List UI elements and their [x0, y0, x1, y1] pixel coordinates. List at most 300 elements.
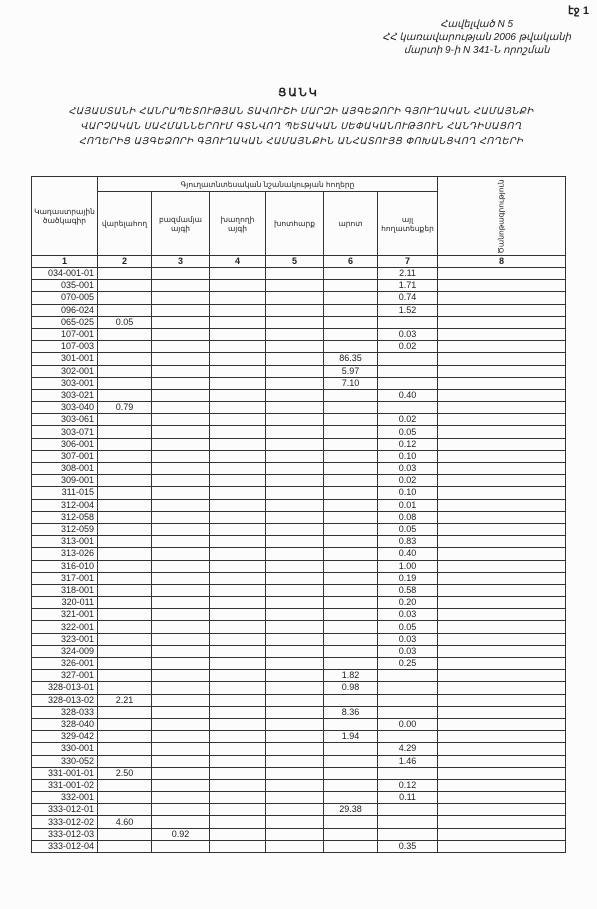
value-cell [438, 268, 566, 280]
header-pasture: արոտ [324, 192, 378, 256]
value-cell [438, 706, 566, 718]
value-cell [210, 658, 266, 670]
value-cell [210, 341, 266, 353]
value-cell [266, 511, 324, 523]
value-cell [324, 718, 378, 730]
value-cell [152, 694, 210, 706]
value-cell [152, 755, 210, 767]
cadastral-code-cell: 331-001-01 [32, 767, 98, 779]
table-row [32, 499, 566, 511]
value-cell: 0.03 [378, 463, 438, 475]
value-cell [324, 414, 378, 426]
value-cell [152, 548, 210, 560]
value-cell [438, 487, 566, 499]
value-cell [210, 389, 266, 401]
value-cell [438, 438, 566, 450]
value-cell: 0.20 [378, 597, 438, 609]
value-cell [210, 670, 266, 682]
cadastral-code-cell: 330-052 [32, 755, 98, 767]
value-cell [378, 377, 438, 389]
value-cell [210, 816, 266, 828]
value-cell [438, 670, 566, 682]
cadastral-code-cell: 322-001 [32, 621, 98, 633]
value-cell [438, 426, 566, 438]
cadastral-code-cell: 303-040 [32, 402, 98, 414]
table-row [32, 609, 566, 621]
value-cell: 0.40 [378, 389, 438, 401]
value-cell [210, 755, 266, 767]
table-row [32, 463, 566, 475]
value-cell [324, 694, 378, 706]
value-cell [210, 706, 266, 718]
table-row [32, 365, 566, 377]
value-cell [98, 304, 152, 316]
value-cell [438, 475, 566, 487]
cadastral-code-cell: 309-001 [32, 475, 98, 487]
value-cell [98, 377, 152, 389]
value-cell: 1.82 [324, 670, 378, 682]
value-cell [266, 536, 324, 548]
value-cell [266, 682, 324, 694]
value-cell: 0.35 [378, 840, 438, 852]
value-cell [438, 804, 566, 816]
table-row [32, 377, 566, 389]
value-cell [438, 621, 566, 633]
table-row [32, 755, 566, 767]
value-cell [152, 560, 210, 572]
table-row [32, 292, 566, 304]
value-cell [438, 511, 566, 523]
value-cell [266, 658, 324, 670]
value-cell [152, 511, 210, 523]
table-row [32, 584, 566, 596]
value-cell [324, 523, 378, 535]
value-cell [266, 572, 324, 584]
value-cell [438, 743, 566, 755]
value-cell [438, 633, 566, 645]
value-cell: 1.00 [378, 560, 438, 572]
column-number: 6 [324, 256, 378, 268]
value-cell [438, 682, 566, 694]
value-cell [438, 402, 566, 414]
value-cell: 0.11 [378, 792, 438, 804]
value-cell [152, 523, 210, 535]
value-cell [98, 743, 152, 755]
column-number: 8 [438, 256, 566, 268]
cadastral-code-cell: 303-021 [32, 389, 98, 401]
cadastral-code-cell: 333-012-02 [32, 816, 98, 828]
value-cell [152, 304, 210, 316]
value-cell [266, 499, 324, 511]
value-cell [98, 414, 152, 426]
document-subtitle [36, 104, 566, 149]
value-cell: 1.94 [324, 731, 378, 743]
value-cell [210, 463, 266, 475]
value-cell [210, 633, 266, 645]
value-cell [266, 645, 324, 657]
cadastral-code-cell: 318-001 [32, 584, 98, 596]
value-cell [98, 840, 152, 852]
value-cell: 0.10 [378, 487, 438, 499]
value-cell [98, 597, 152, 609]
value-cell [98, 292, 152, 304]
value-cell [324, 792, 378, 804]
value-cell: 0.03 [378, 645, 438, 657]
value-cell: 0.00 [378, 718, 438, 730]
value-cell [98, 609, 152, 621]
value-cell [98, 718, 152, 730]
value-cell [324, 743, 378, 755]
value-cell: 0.74 [378, 292, 438, 304]
value-cell [324, 560, 378, 572]
cadastral-code-cell: 328-040 [32, 718, 98, 730]
value-cell [378, 767, 438, 779]
header-note [438, 177, 566, 256]
value-cell: 0.12 [378, 438, 438, 450]
value-cell [98, 536, 152, 548]
value-cell [266, 767, 324, 779]
table-row [32, 597, 566, 609]
value-cell: 2.11 [378, 268, 438, 280]
value-cell [438, 572, 566, 584]
value-cell [378, 804, 438, 816]
value-cell [98, 353, 152, 365]
value-cell [266, 584, 324, 596]
value-cell [152, 426, 210, 438]
table-row [32, 658, 566, 670]
value-cell [152, 487, 210, 499]
value-cell [438, 792, 566, 804]
value-cell [98, 828, 152, 840]
value-cell [98, 548, 152, 560]
value-cell [152, 353, 210, 365]
value-cell [378, 682, 438, 694]
cadastral-code-cell: 320-011 [32, 597, 98, 609]
table-row [32, 682, 566, 694]
value-cell [438, 658, 566, 670]
value-cell [210, 438, 266, 450]
value-cell [152, 292, 210, 304]
table-row [32, 268, 566, 280]
value-cell [210, 767, 266, 779]
value-cell [210, 572, 266, 584]
value-cell [378, 316, 438, 328]
value-cell [98, 670, 152, 682]
value-cell [438, 304, 566, 316]
value-cell [98, 487, 152, 499]
value-cell [152, 572, 210, 584]
value-cell [324, 268, 378, 280]
table-row [32, 743, 566, 755]
value-cell [438, 316, 566, 328]
table-row [32, 402, 566, 414]
value-cell [210, 694, 266, 706]
value-cell: 0.02 [378, 475, 438, 487]
cadastral-code-cell: 328-033 [32, 706, 98, 718]
value-cell: 0.05 [378, 426, 438, 438]
value-cell: 0.58 [378, 584, 438, 596]
column-number: 1 [32, 256, 98, 268]
table-row [32, 633, 566, 645]
value-cell: 0.10 [378, 450, 438, 462]
cadastral-code-cell: 323-001 [32, 633, 98, 645]
cadastral-code-cell: 107-001 [32, 328, 98, 340]
value-cell [98, 499, 152, 511]
table-row [32, 840, 566, 852]
value-cell [98, 341, 152, 353]
value-cell [438, 718, 566, 730]
value-cell [98, 475, 152, 487]
value-cell [266, 353, 324, 365]
cadastral-code-cell: 302-001 [32, 365, 98, 377]
value-cell [98, 572, 152, 584]
value-cell [98, 779, 152, 791]
table-row [32, 670, 566, 682]
value-cell [266, 743, 324, 755]
value-cell [210, 621, 266, 633]
value-cell [324, 389, 378, 401]
value-cell [98, 463, 152, 475]
column-number: 4 [210, 256, 266, 268]
value-cell [210, 475, 266, 487]
value-cell [324, 779, 378, 791]
value-cell [266, 523, 324, 535]
value-cell [266, 316, 324, 328]
value-cell [152, 280, 210, 292]
subtitle-line: ՀՈՂԵՐԻՑ ԱՅԳԵՁՈՐԻ ԳՅՈՒՂԱԿԱՆ ՀԱՄԱՅՆՔԻՆ ԱՆՀԱՏՈՒՅՑ ՓՈԽԱՆՑՎՈՂ ՀՈՂԵՐԻ [78, 136, 524, 147]
value-cell [438, 645, 566, 657]
value-cell [324, 658, 378, 670]
value-cell [98, 682, 152, 694]
value-cell [210, 584, 266, 596]
value-cell [210, 682, 266, 694]
subtitle-line: ՎԱՐՉԱԿԱՆ ՍԱՀՄԱՆՆԵՐՈՒՄ ԳՏՆՎՈՂ ՊԵՏԱԿԱՆ ՍԵՓԱԿԱՆՈՒԹՅՈՒՆ ՀԱՆԴԻՍԱՑՈՂ [80, 121, 522, 132]
value-cell [266, 341, 324, 353]
table-row [32, 487, 566, 499]
cadastral-code-cell: 303-061 [32, 414, 98, 426]
value-cell [438, 389, 566, 401]
page-number: էջ 1 [568, 5, 589, 17]
value-cell [152, 792, 210, 804]
value-cell: 0.03 [378, 609, 438, 621]
value-cell [438, 523, 566, 535]
value-cell [210, 804, 266, 816]
column-number: 7 [378, 256, 438, 268]
value-cell: 0.05 [98, 316, 152, 328]
value-cell [152, 621, 210, 633]
value-cell [210, 560, 266, 572]
value-cell: 0.98 [324, 682, 378, 694]
value-cell [152, 804, 210, 816]
value-cell [98, 560, 152, 572]
value-cell [210, 280, 266, 292]
value-cell [438, 560, 566, 572]
value-cell [438, 377, 566, 389]
value-cell [98, 268, 152, 280]
cadastral-code-cell: 329-042 [32, 731, 98, 743]
cadastral-code-cell: 330-001 [32, 743, 98, 755]
cadastral-code-cell: 301-001 [32, 353, 98, 365]
value-cell [266, 438, 324, 450]
value-cell [98, 706, 152, 718]
value-cell [98, 450, 152, 462]
value-cell [152, 731, 210, 743]
value-cell [152, 597, 210, 609]
cadastral-code-cell: 035-001 [32, 280, 98, 292]
value-cell: 0.08 [378, 511, 438, 523]
value-cell [152, 450, 210, 462]
value-cell [210, 645, 266, 657]
value-cell [266, 304, 324, 316]
value-cell [438, 767, 566, 779]
value-cell: 0.79 [98, 402, 152, 414]
value-cell: 0.19 [378, 572, 438, 584]
table-row [32, 304, 566, 316]
value-cell [266, 268, 324, 280]
table-row [32, 621, 566, 633]
table-row [32, 426, 566, 438]
value-cell [266, 804, 324, 816]
value-cell [210, 499, 266, 511]
value-cell [438, 731, 566, 743]
value-cell [98, 389, 152, 401]
value-cell [266, 389, 324, 401]
value-cell: 8.36 [324, 706, 378, 718]
value-cell: 7.10 [324, 377, 378, 389]
value-cell [210, 779, 266, 791]
value-cell [210, 365, 266, 377]
value-cell [98, 633, 152, 645]
table-row [32, 560, 566, 572]
cadastral-code-cell: 306-001 [32, 438, 98, 450]
value-cell: 0.25 [378, 658, 438, 670]
value-cell [378, 694, 438, 706]
value-cell [98, 438, 152, 450]
value-cell [266, 670, 324, 682]
cadastral-code-cell: 327-001 [32, 670, 98, 682]
value-cell [438, 548, 566, 560]
value-cell [378, 731, 438, 743]
value-cell [438, 536, 566, 548]
value-cell [210, 548, 266, 560]
value-cell [98, 792, 152, 804]
table-row [32, 645, 566, 657]
value-cell [210, 597, 266, 609]
value-cell [438, 353, 566, 365]
value-cell: 4.29 [378, 743, 438, 755]
value-cell: 0.02 [378, 414, 438, 426]
value-cell [324, 548, 378, 560]
table-row [32, 804, 566, 816]
column-number: 2 [98, 256, 152, 268]
value-cell [266, 414, 324, 426]
value-cell [378, 816, 438, 828]
value-cell [324, 621, 378, 633]
cadastral-code-cell: 313-001 [32, 536, 98, 548]
value-cell [438, 450, 566, 462]
table-row [32, 280, 566, 292]
column-numbers-row [32, 256, 566, 268]
value-cell [210, 304, 266, 316]
value-cell [152, 365, 210, 377]
table-row [32, 414, 566, 426]
header-arable: վարելահող [98, 192, 152, 256]
value-cell [152, 816, 210, 828]
table-body [32, 268, 566, 853]
value-cell [266, 731, 324, 743]
value-cell [324, 475, 378, 487]
value-cell [210, 792, 266, 804]
cadastral-code-cell: 328-013-02 [32, 694, 98, 706]
value-cell [152, 706, 210, 718]
table-row [32, 438, 566, 450]
value-cell [324, 304, 378, 316]
table-row [32, 706, 566, 718]
value-cell: 0.92 [152, 828, 210, 840]
cadastral-code-cell: 316-010 [32, 560, 98, 572]
value-cell [438, 499, 566, 511]
value-cell [152, 670, 210, 682]
value-cell [98, 804, 152, 816]
value-cell [438, 341, 566, 353]
value-cell [266, 633, 324, 645]
cadastral-code-cell: 332-001 [32, 792, 98, 804]
value-cell [98, 365, 152, 377]
cadastral-code-cell: 065-025 [32, 316, 98, 328]
cadastral-code-cell: 107-003 [32, 341, 98, 353]
table-row [32, 828, 566, 840]
cadastral-code-cell: 307-001 [32, 450, 98, 462]
value-cell: 1.46 [378, 755, 438, 767]
value-cell [266, 402, 324, 414]
value-cell [152, 779, 210, 791]
cadastral-code-cell: 034-001-01 [32, 268, 98, 280]
value-cell [210, 828, 266, 840]
value-cell [266, 597, 324, 609]
value-cell: 0.05 [378, 523, 438, 535]
value-cell [438, 755, 566, 767]
cadastral-code-cell: 070-005 [32, 292, 98, 304]
value-cell [324, 511, 378, 523]
table-row [32, 792, 566, 804]
value-cell [438, 365, 566, 377]
value-cell [266, 816, 324, 828]
cadastral-code-cell: 333-012-03 [32, 828, 98, 840]
value-cell [210, 609, 266, 621]
appendix-line: մարտի 9-ի N 341-Ն որոշման [403, 45, 550, 56]
header-orchard: բազմամյա այգի [152, 192, 210, 256]
value-cell [324, 426, 378, 438]
table-row [32, 341, 566, 353]
cadastral-code-cell: 303-001 [32, 377, 98, 389]
value-cell [324, 755, 378, 767]
value-cell [266, 328, 324, 340]
value-cell: 2.50 [98, 767, 152, 779]
cadastral-code-cell: 324-009 [32, 645, 98, 657]
value-cell [210, 402, 266, 414]
column-number: 3 [152, 256, 210, 268]
value-cell [324, 840, 378, 852]
table-row [32, 523, 566, 535]
value-cell [324, 328, 378, 340]
value-cell [324, 609, 378, 621]
value-cell [266, 694, 324, 706]
value-cell [152, 609, 210, 621]
value-cell [152, 767, 210, 779]
cadastral-code-cell: 317-001 [32, 572, 98, 584]
value-cell [324, 597, 378, 609]
value-cell [324, 463, 378, 475]
